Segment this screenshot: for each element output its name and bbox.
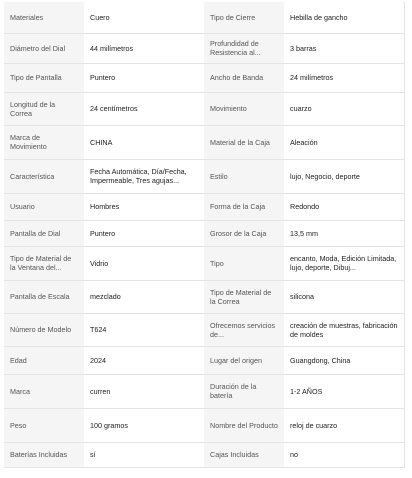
spec-value: Hombres: [84, 193, 204, 220]
spec-value: CHINA: [84, 125, 204, 159]
spec-value: Puntero: [84, 220, 204, 246]
spec-label: Longitud de la Correa: [4, 92, 84, 125]
spec-label: Ancho de Banda: [204, 63, 284, 92]
spec-value: cuarzo: [284, 92, 404, 125]
spec-value: Aleación: [284, 125, 404, 159]
spec-value: creación de muestras, fabricación de moldes: [284, 313, 404, 346]
spec-value: T624: [84, 313, 204, 346]
table-row: [4, 346, 404, 374]
spec-value: curren: [84, 374, 204, 408]
spec-label: Baterías Incluidas: [4, 442, 84, 467]
specifications-table: [4, 2, 405, 468]
spec-label: Cajas Incluidas: [204, 442, 284, 467]
spec-value: Puntero: [84, 63, 204, 92]
spec-value: 24 milímetros: [284, 63, 404, 92]
spec-label: Usuario: [4, 193, 84, 220]
spec-label: Estilo: [204, 159, 284, 193]
table-row: [4, 33, 404, 63]
table-row: [4, 125, 404, 159]
spec-label: Tipo de Material de la Correa: [204, 280, 284, 313]
spec-label: Tipo de Cierre: [204, 2, 284, 33]
spec-label: Tipo de Pantalla: [4, 63, 84, 92]
spec-value: 2024: [84, 346, 204, 374]
spec-label: Duración de la batería: [204, 374, 284, 408]
spec-value: sí: [84, 442, 204, 467]
table-row: [4, 2, 404, 33]
spec-label: Forma de la Caja: [204, 193, 284, 220]
spec-label: Nombre del Producto: [204, 408, 284, 442]
spec-value: 24 centímetros: [84, 92, 204, 125]
table-row: [4, 193, 404, 220]
spec-label: Tipo de Material de la Ventana del...: [4, 246, 84, 280]
spec-value: mezclado: [84, 280, 204, 313]
table-row: [4, 313, 404, 346]
table-row: [4, 374, 404, 408]
spec-value: Vidrio: [84, 246, 204, 280]
spec-value: no: [284, 442, 404, 467]
spec-label: Característica: [4, 159, 84, 193]
spec-value: 100 gramos: [84, 408, 204, 442]
table-row: [4, 159, 404, 193]
spec-value: 1-2 AÑOS: [284, 374, 404, 408]
spec-label: Pantalla de Dial: [4, 220, 84, 246]
spec-label: Marca de Movimiento: [4, 125, 84, 159]
spec-label: Lugar del origen: [204, 346, 284, 374]
spec-label: Material de la Caja: [204, 125, 284, 159]
table-row: [4, 246, 404, 280]
table-row: [4, 408, 404, 442]
spec-value: 44 milímetros: [84, 33, 204, 63]
table-row: [4, 280, 404, 313]
spec-value: lujo, Negocio, deporte: [284, 159, 404, 193]
spec-label: Edad: [4, 346, 84, 374]
spec-value: reloj de cuarzo: [284, 408, 404, 442]
table-row: [4, 92, 404, 125]
spec-value: Hebilla de gancho: [284, 2, 404, 33]
spec-value: encanto, Moda, Edición Limitada, lujo, deporte, Dibuj...: [284, 246, 404, 280]
spec-label: Profundidad de Resistencia al...: [204, 33, 284, 63]
spec-label: Diámetro del Dial: [4, 33, 84, 63]
spec-label: Grosor de la Caja: [204, 220, 284, 246]
spec-value: Guangdong, China: [284, 346, 404, 374]
spec-value: Fecha Automática, Día/Fecha, Impermeable, Tres agujas...: [84, 159, 204, 193]
spec-value: Cuero: [84, 2, 204, 33]
table-row: [4, 63, 404, 92]
spec-label: Movimiento: [204, 92, 284, 125]
spec-label: Materiales: [4, 2, 84, 33]
spec-label: Ofrecemos servicios de...: [204, 313, 284, 346]
spec-label: Número de Modelo: [4, 313, 84, 346]
spec-label: Peso: [4, 408, 84, 442]
spec-label: Marca: [4, 374, 84, 408]
spec-value: Redondo: [284, 193, 404, 220]
spec-value: silicona: [284, 280, 404, 313]
spec-value: 3 barras: [284, 33, 404, 63]
spec-label: Tipo: [204, 246, 284, 280]
spec-label: Pantalla de Escala: [4, 280, 84, 313]
spec-value: 13,5 mm: [284, 220, 404, 246]
table-row: [4, 442, 404, 467]
table-row: [4, 220, 404, 246]
